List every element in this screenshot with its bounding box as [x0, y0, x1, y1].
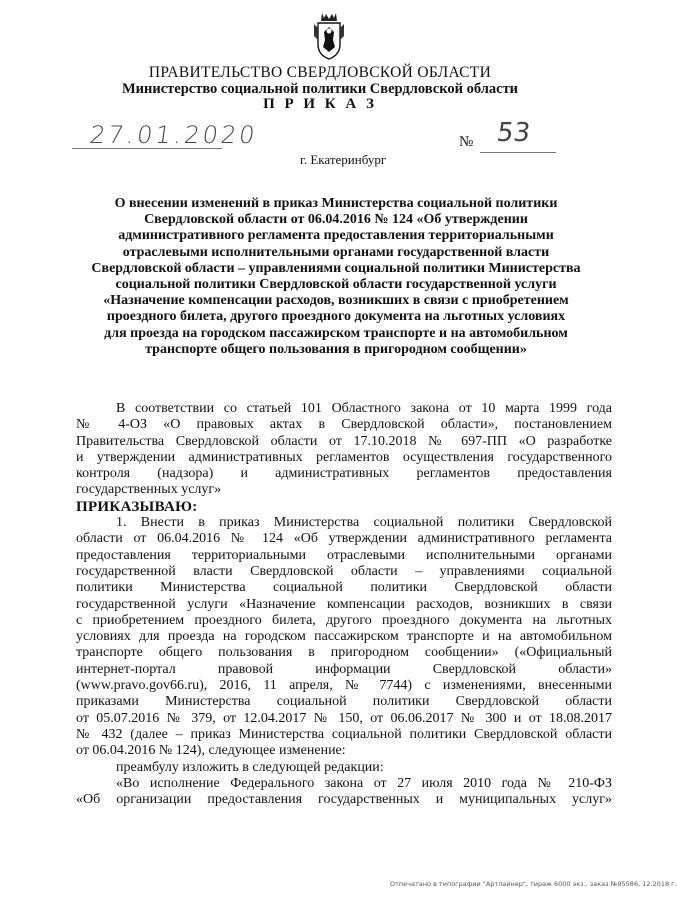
body-line: от 06.04.2016 № 124), следующее изменение:	[76, 743, 346, 759]
body-line: и утверждении административных регламентов осуществления государственного	[76, 449, 612, 465]
order-title	[86, 196, 586, 358]
body-line: предоставления территориальными отраслевыми исполнительными органами	[76, 547, 612, 563]
body-line: преамбулу изложить в следующей редакции:	[116, 759, 384, 775]
title-line: отраслевыми исполнительными органами государственной власти	[122, 244, 550, 260]
body-line: государственной услуги «Назначение компенсации расходов, возникших в связи	[76, 596, 612, 612]
body-line: Правительства Свердловской области от 17.10.2018 № 697-ПП «О разработке	[76, 433, 612, 449]
title-line: О внесении изменений в приказ Министерства социальной политики	[114, 196, 558, 211]
body-line: с приобретением проездного билета, другого проездного документа на льготных	[76, 612, 612, 628]
title-line: социальной политики Свердловской области государственной услуги	[115, 277, 557, 293]
body-line: государственной власти Свердловской области – управлениями социальной	[76, 563, 612, 579]
handwritten-date: 27.01.2020	[88, 121, 260, 149]
body-line: № 432 (далее – приказ Министерства социальной политики Свердловской области	[76, 726, 612, 742]
order-heading: ПРИКАЗЫВАЮ:	[76, 498, 198, 515]
title-line: Свердловской области от 06.04.2016 № 124 «Об утверждении	[144, 212, 528, 228]
title-line: Свердловской области – управлениями социальной политики Министерства	[91, 260, 581, 276]
body-line: условиях для проезда на городском пассажирском транспорте и на автомобильном	[76, 629, 612, 645]
body-line: «Об организации предоставления государственных и муниципальных услуг»	[76, 792, 612, 808]
title-line: транспорте общего пользования в пригородном сообщении»	[145, 341, 527, 357]
title-line: проездного билета, другого проездного документа на льготных условиях	[106, 309, 566, 325]
handwritten-number: 53	[494, 118, 533, 148]
body-line: от 05.07.2016 № 379, от 12.04.2017 № 150, от 06.06.2017 № 300 и от 18.08.2017	[76, 710, 612, 726]
number-underline	[480, 152, 556, 153]
document-body	[76, 401, 612, 808]
body-line: области от 06.04.2016 № 124 «Об утверждении административного регламента	[76, 531, 612, 547]
body-line: В соответствии со статьей 101 Областного закона от 10 марта 1999 года	[116, 401, 612, 416]
title-line: для проезда на городском пассажирском транспорте и на автомобильном	[104, 325, 568, 341]
body-line: приказами Министерства социальной политики Свердловской области	[76, 694, 612, 710]
title-line: «Назначение компенсации расходов, возникших в связи с приобретением	[103, 293, 569, 309]
city-label: г. Екатеринбург	[300, 152, 387, 167]
document-type-heading: П Р И К А З	[263, 96, 377, 112]
body-line: № 4-ОЗ «О правовых актах в Свердловской области», постановлением	[76, 417, 612, 433]
body-line: «Во исполнение Федерального закона от 27 июля 2010 года № 210-ФЗ	[116, 775, 612, 791]
government-heading: ПРАВИТЕЛЬСТВО СВЕРДЛОВСКОЙ ОБЛАСТИ	[148, 64, 492, 81]
ministry-heading: Министерство социальной политики Свердловской области	[121, 81, 519, 97]
body-line: транспорте общего пользования в пригородном сообщении» («Официальный	[76, 645, 612, 661]
printer-footer: Отпечатано в типографии "Артлайнер", тираж 6000 экз., заказ №95586, 12.2018 г.	[390, 880, 677, 888]
body-line: политики Министерства социальной политики Свердловской области	[76, 580, 612, 596]
date-underline	[72, 148, 222, 149]
body-line: контроля (надзора) и административных регламентов предоставления	[76, 466, 612, 482]
body-line: 1. Внести в приказ Министерства социальной политики Свердловской	[116, 515, 612, 531]
number-label: №	[459, 134, 474, 150]
body-line: интернет-портал правовой информации Свердловской области»	[76, 661, 612, 677]
coat-of-arms-emblem	[312, 10, 346, 62]
title-line: административного регламента предоставления территориальными	[118, 228, 554, 244]
body-line: (www.pravo.gov66.ru), 2016, 11 апреля, № 7744) с изменениями, внесенными	[76, 678, 612, 694]
body-line: государственных услуг»	[76, 482, 222, 498]
